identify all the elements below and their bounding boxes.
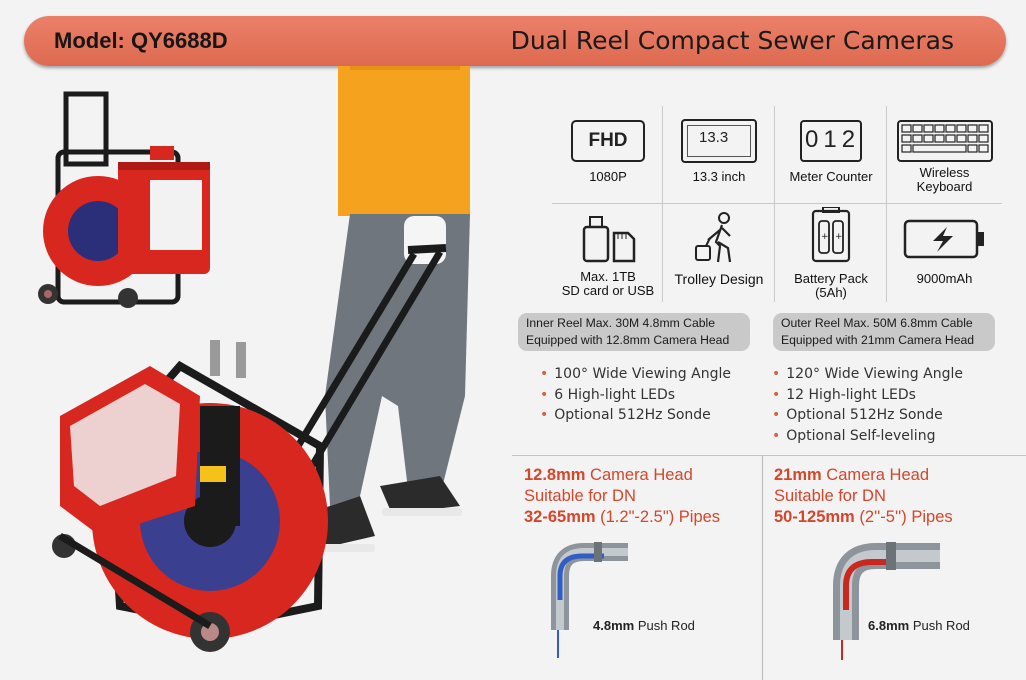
list-item: • 100° Wide Viewing Angle xyxy=(540,364,731,385)
list-item: • 6 High-light LEDs xyxy=(540,385,731,406)
product-illustration xyxy=(0,66,520,680)
list-item: • 120° Wide Viewing Angle xyxy=(772,364,963,385)
list-item: • Optional Self-leveling xyxy=(772,426,963,447)
trolley-person-icon xyxy=(663,214,775,264)
header-banner xyxy=(24,16,1006,66)
feature-sd-usb: Max. 1TB SD card or USB xyxy=(552,204,664,302)
list-item: • 12 High-light LEDs xyxy=(772,385,963,406)
outer-push-rod-illustration xyxy=(828,540,948,660)
inner-reel-pill: Inner Reel Max. 30M 4.8mm Cable Equipped with 12.8mm Camera Head xyxy=(518,313,750,351)
inner-reel-bullets xyxy=(540,364,731,426)
feature-keyboard: Wireless Keyboard xyxy=(887,106,1002,204)
product-title: Dual Reel Compact Sewer Cameras xyxy=(510,26,954,55)
keyboard-icon xyxy=(887,116,1002,166)
outer-camera-spec: 21mm Camera Head Suitable for DN 50-125mm (2''-5'') Pipes xyxy=(774,466,953,526)
list-item: • Optional 512Hz Sonde xyxy=(772,405,963,426)
sd-usb-icon xyxy=(552,214,664,264)
battery-pack-icon xyxy=(775,210,887,260)
feature-battery-pack: + + Battery Pack (5Ah) xyxy=(775,204,887,302)
feature-trolley: Trolley Design xyxy=(663,204,775,302)
feature-grid xyxy=(552,106,1002,302)
inner-camera-spec: 12.8mm Camera Head Suitable for DN 32-65mm (1.2"-2.5") Pipes xyxy=(524,466,721,526)
feature-battery-capacity: 9000mAh xyxy=(887,204,1002,302)
battery-lightning-icon xyxy=(887,214,1002,264)
outer-reel-bullets xyxy=(772,364,963,446)
main-product-image xyxy=(52,340,328,652)
inner-push-rod-label: 4.8mm Push Rod xyxy=(593,618,695,633)
column-divider xyxy=(762,456,763,680)
section-divider xyxy=(512,455,1026,456)
model-label: Model: QY6688D xyxy=(54,28,228,53)
feature-fhd: FHD 1080P xyxy=(552,106,664,204)
outer-push-rod-label: 6.8mm Push Rod xyxy=(868,618,970,633)
outer-reel-pill: Outer Reel Max. 50M 6.8mm Cable Equipped with 21mm Camera Head xyxy=(773,313,995,351)
fhd-icon: FHD xyxy=(552,116,664,166)
feature-screen: 13.3 13.3 inch xyxy=(663,106,775,204)
feature-meter-counter: 012 Meter Counter xyxy=(775,106,887,204)
inner-push-rod-illustration xyxy=(548,540,640,660)
svg-text:+: + xyxy=(835,232,843,242)
screen-icon: 13.3 xyxy=(663,116,775,166)
list-item: • Optional 512Hz Sonde xyxy=(540,405,731,426)
svg-text:+: + xyxy=(821,232,829,242)
small-product-image xyxy=(38,94,210,308)
meter-counter-icon: 012 xyxy=(775,116,887,166)
